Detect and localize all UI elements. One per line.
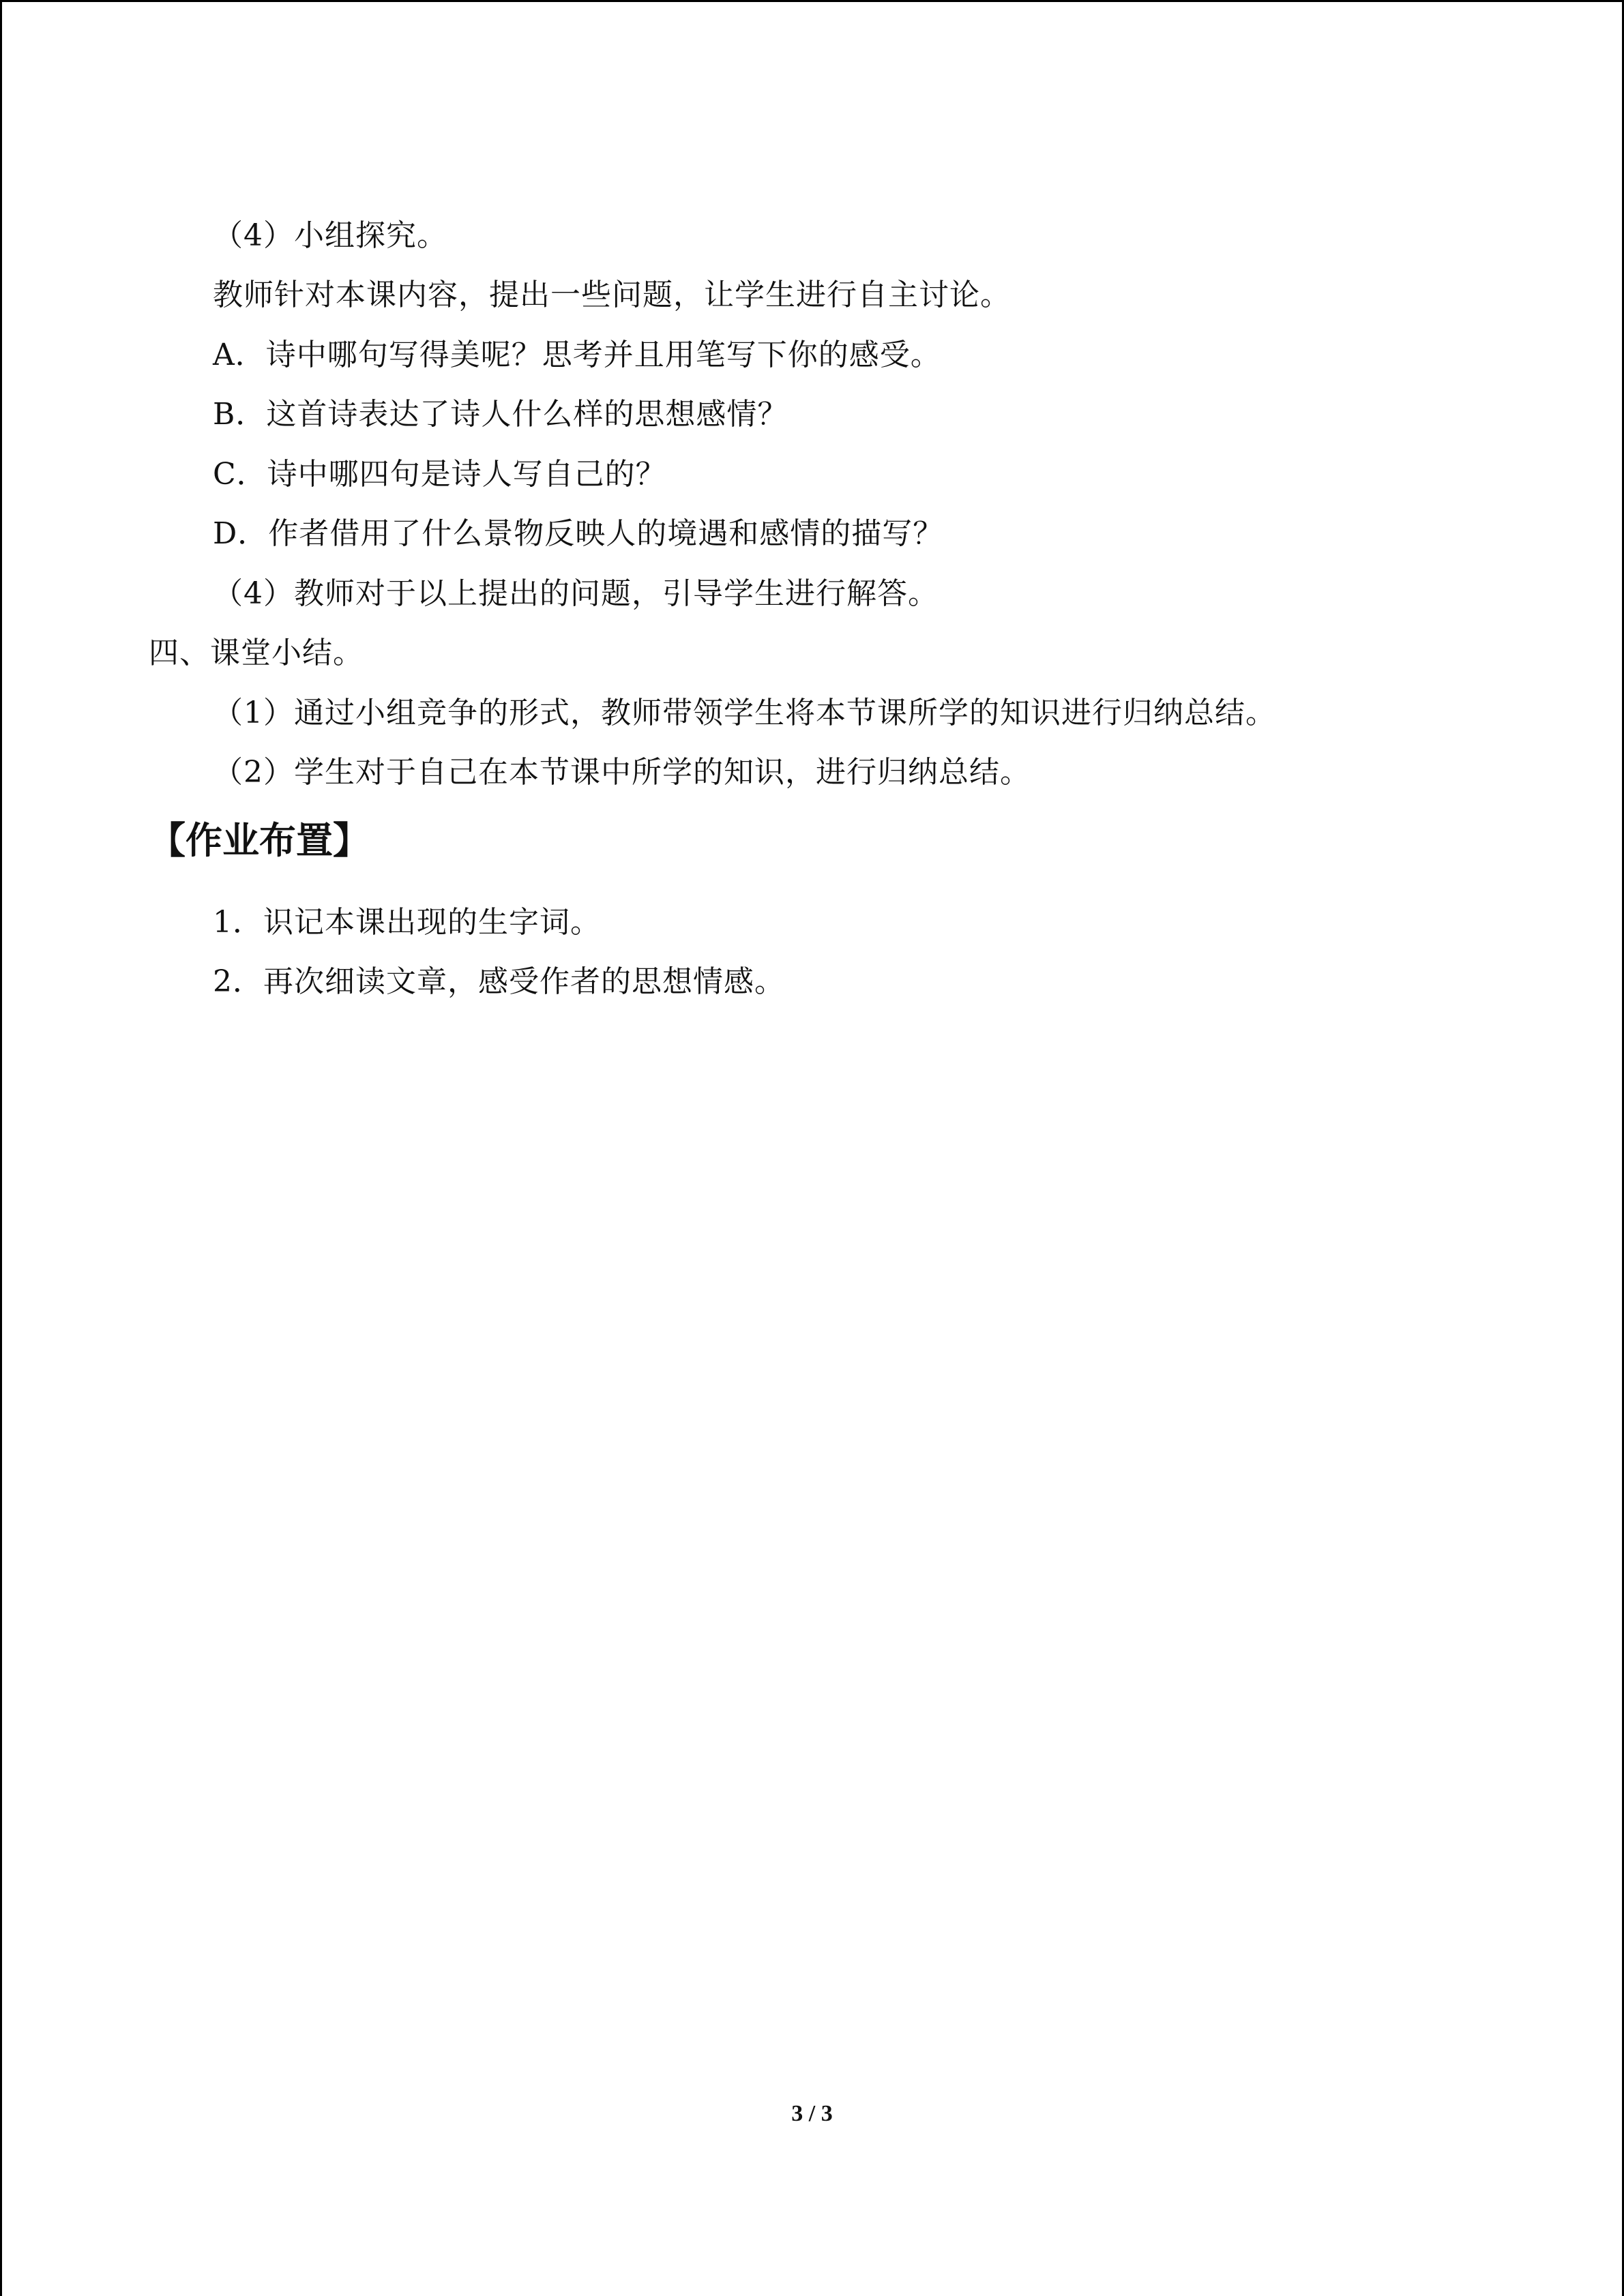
question-b: B．这首诗表达了诗人什么样的思想感情？ xyxy=(213,397,788,432)
summary-item-1: （1）通过小组竞争的形式，教师带领学生将本节课所学的知识进行归纳总结。 xyxy=(213,696,1276,730)
inquiry-intro: 教师针对本课内容，提出一些问题，让学生进行自主讨论。 xyxy=(213,278,1011,312)
question-d: D．作者借用了什么景物反映人的境遇和感情的描写？ xyxy=(213,516,944,551)
summary-item-2: （2）学生对于自己在本节课中所学的知识，进行归纳总结。 xyxy=(213,755,1031,790)
inquiry-heading: （4）小组探究。 xyxy=(213,218,447,253)
page-number: 3 / 3 xyxy=(791,2101,833,2126)
homework-item-1: 1．识记本课出现的生字词。 xyxy=(213,905,601,940)
homework-title: 【作业布置】 xyxy=(149,819,370,862)
homework-item-2: 2．再次细读文章，感受作者的思想情感。 xyxy=(213,964,785,999)
question-c: C．诗中哪四句是诗人写自己的？ xyxy=(213,457,666,492)
question-a: A．诗中哪句写得美呢？思考并且用笔写下你的感受。 xyxy=(213,338,941,372)
inquiry-guidance: （4）教师对于以上提出的问题，引导学生进行解答。 xyxy=(213,576,939,611)
summary-heading: 四、课堂小结。 xyxy=(149,636,364,670)
